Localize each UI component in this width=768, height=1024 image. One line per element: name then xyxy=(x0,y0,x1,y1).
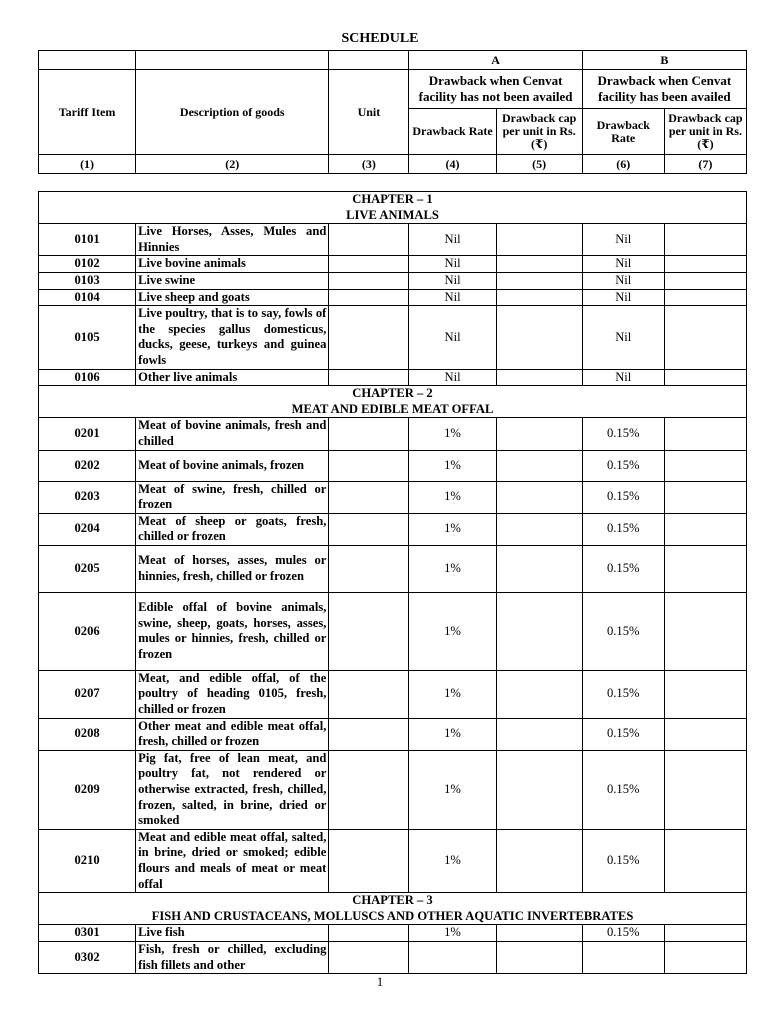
unit-cell xyxy=(329,750,409,829)
drawback-cap-b-header: Drawback cap per unit in Rs. (₹) xyxy=(664,109,746,155)
drawback-cap-b xyxy=(664,592,746,670)
chapter-heading-row xyxy=(39,893,747,925)
description-header: Description of goods xyxy=(136,70,329,155)
drawback-cap-a xyxy=(496,450,582,481)
table-row xyxy=(39,750,747,829)
tariff-item-code: 0204 xyxy=(39,513,136,545)
goods-description: Live fish xyxy=(136,925,329,942)
goods-description: Pig fat, free of lean meat, and poultry fat, not rendered or otherwise extracted, fresh, chilled, frozen, salted, in brine, dried or smoked xyxy=(136,750,329,829)
drawback-cap-b xyxy=(664,718,746,750)
drawback-cap-b xyxy=(664,750,746,829)
unit-cell xyxy=(329,289,409,306)
column-a-label: A xyxy=(409,51,582,70)
drawback-rate-a: 1% xyxy=(409,545,496,592)
table-row xyxy=(39,289,747,306)
group-b-header: Drawback when Cenvat facility has been availed xyxy=(582,70,746,109)
table-row xyxy=(39,670,747,718)
unit-cell xyxy=(329,450,409,481)
drawback-rate-a: Nil xyxy=(409,256,496,273)
drawback-rate-a: 1% xyxy=(409,925,496,942)
drawback-rate-b: Nil xyxy=(582,289,664,306)
drawback-cap-a xyxy=(496,925,582,942)
drawback-cap-b xyxy=(664,256,746,273)
drawback-rate-a: Nil xyxy=(409,289,496,306)
drawback-cap-a xyxy=(496,272,582,289)
drawback-rate-a: Nil xyxy=(409,369,496,386)
unit-cell xyxy=(329,418,409,450)
tariff-item-code: 0302 xyxy=(39,942,136,974)
page-number: 1 xyxy=(376,974,384,989)
drawback-rate-a xyxy=(409,942,496,974)
drawback-rate-b: Nil xyxy=(582,256,664,273)
drawback-rate-b: 0.15% xyxy=(582,513,664,545)
drawback-cap-a xyxy=(496,289,582,306)
unit-cell xyxy=(329,925,409,942)
unit-cell xyxy=(329,256,409,273)
drawback-cap-a xyxy=(496,545,582,592)
drawback-rate-b: 0.15% xyxy=(582,750,664,829)
drawback-rate-b-header: Drawback Rate xyxy=(582,109,664,155)
drawback-cap-a xyxy=(496,306,582,369)
table-row xyxy=(39,224,747,256)
table-row xyxy=(39,718,747,750)
goods-description: Live poultry, that is to say, fowls of the species gallus domesticus, ducks, geese, turkeys and guinea fowls xyxy=(136,306,329,369)
drawback-rate-b: 0.15% xyxy=(582,829,664,892)
table-row xyxy=(39,369,747,386)
chapter-heading-row xyxy=(39,192,747,224)
drawback-cap-b xyxy=(664,513,746,545)
drawback-cap-a xyxy=(496,369,582,386)
drawback-rate-b: Nil xyxy=(582,306,664,369)
unit-cell xyxy=(329,829,409,892)
unit-cell xyxy=(329,369,409,386)
goods-description: Meat, and edible offal, of the poultry of heading 0105, fresh, chilled or frozen xyxy=(136,670,329,718)
group-a-header: Drawback when Cenvat facility has not been availed xyxy=(409,70,582,109)
goods-description: Live swine xyxy=(136,272,329,289)
drawback-rate-a: 1% xyxy=(409,513,496,545)
drawback-cap-b xyxy=(664,450,746,481)
drawback-cap-b xyxy=(664,545,746,592)
drawback-rate-b: 0.15% xyxy=(582,670,664,718)
drawback-cap-a xyxy=(496,750,582,829)
drawback-cap-b xyxy=(664,481,746,513)
tariff-item-code: 0201 xyxy=(39,418,136,450)
goods-description: Meat and edible meat offal, salted, in brine, dried or smoked; edible flours and meals of meat or meat offal xyxy=(136,829,329,892)
tariff-item-code: 0208 xyxy=(39,718,136,750)
goods-description: Meat of horses, asses, mules or hinnies, fresh, chilled or frozen xyxy=(136,545,329,592)
column-number: (4) xyxy=(409,155,496,174)
tariff-item-header: Tariff Item xyxy=(39,70,136,155)
table-row xyxy=(39,925,747,942)
tariff-item-code: 0301 xyxy=(39,925,136,942)
drawback-cap-a xyxy=(496,513,582,545)
drawback-cap-b xyxy=(664,224,746,256)
drawback-rate-a: 1% xyxy=(409,481,496,513)
drawback-rate-b: 0.15% xyxy=(582,450,664,481)
drawback-cap-a-header: Drawback cap per unit in Rs. (₹) xyxy=(496,109,582,155)
drawback-cap-b xyxy=(664,418,746,450)
drawback-rate-a: 1% xyxy=(409,750,496,829)
unit-cell xyxy=(329,942,409,974)
drawback-cap-b xyxy=(664,289,746,306)
drawback-cap-a xyxy=(496,224,582,256)
chapter-number: CHAPTER – 1 xyxy=(352,192,433,206)
drawback-rate-b: 0.15% xyxy=(582,718,664,750)
table-row xyxy=(39,272,747,289)
drawback-cap-b xyxy=(664,925,746,942)
tariff-item-code: 0206 xyxy=(39,592,136,670)
drawback-cap-a xyxy=(496,718,582,750)
schedule-body-table xyxy=(38,191,747,974)
unit-cell xyxy=(329,545,409,592)
table-row xyxy=(39,942,747,974)
tariff-item-code: 0210 xyxy=(39,829,136,892)
drawback-rate-a-header: Drawback Rate xyxy=(409,109,496,155)
goods-description: Other meat and edible meat offal, fresh, chilled or frozen xyxy=(136,718,329,750)
table-row xyxy=(39,592,747,670)
tariff-item-code: 0202 xyxy=(39,450,136,481)
drawback-rate-a: Nil xyxy=(409,224,496,256)
tariff-item-code: 0106 xyxy=(39,369,136,386)
unit-cell xyxy=(329,272,409,289)
table-row xyxy=(39,450,747,481)
drawback-rate-a: 1% xyxy=(409,450,496,481)
column-b-label: B xyxy=(582,51,746,70)
chapter-number: CHAPTER – 2 xyxy=(352,386,433,401)
tariff-item-code: 0102 xyxy=(39,256,136,273)
drawback-cap-a xyxy=(496,256,582,273)
schedule-header-table xyxy=(38,50,747,174)
drawback-rate-b xyxy=(582,942,664,974)
unit-cell xyxy=(329,513,409,545)
goods-description: Live bovine animals xyxy=(136,256,329,273)
goods-description: Other live animals xyxy=(136,369,329,386)
drawback-rate-b: 0.15% xyxy=(582,925,664,942)
drawback-cap-a xyxy=(496,418,582,450)
drawback-cap-a xyxy=(496,592,582,670)
drawback-rate-b: 0.15% xyxy=(582,592,664,670)
drawback-rate-a: 1% xyxy=(409,418,496,450)
drawback-rate-b: 0.15% xyxy=(582,545,664,592)
table-row xyxy=(39,829,747,892)
goods-description: Meat of bovine animals, frozen xyxy=(136,450,329,481)
drawback-rate-b: Nil xyxy=(582,369,664,386)
drawback-rate-b: 0.15% xyxy=(582,418,664,450)
goods-description: Live sheep and goats xyxy=(136,289,329,306)
column-number: (3) xyxy=(329,155,409,174)
drawback-cap-b xyxy=(664,306,746,369)
unit-cell xyxy=(329,224,409,256)
column-number: (5) xyxy=(496,155,582,174)
tariff-item-code: 0209 xyxy=(39,750,136,829)
drawback-cap-b xyxy=(664,272,746,289)
goods-description: Fish, fresh or chilled, excluding fish fillets and other xyxy=(136,942,329,974)
goods-description: Edible offal of bovine animals, swine, sheep, goats, horses, asses, mules or hinnies, fresh, chilled or frozen xyxy=(136,592,329,670)
drawback-rate-a: 1% xyxy=(409,829,496,892)
unit-cell xyxy=(329,718,409,750)
drawback-cap-a xyxy=(496,829,582,892)
drawback-rate-a: 1% xyxy=(409,670,496,718)
drawback-rate-a: 1% xyxy=(409,592,496,670)
chapter-title: MEAT AND EDIBLE MEAT OFFAL xyxy=(291,401,494,416)
drawback-rate-b: 0.15% xyxy=(582,481,664,513)
table-row xyxy=(39,306,747,369)
tariff-item-code: 0105 xyxy=(39,306,136,369)
drawback-cap-a xyxy=(496,670,582,718)
table-row xyxy=(39,256,747,273)
drawback-cap-b xyxy=(664,829,746,892)
table-row xyxy=(39,481,747,513)
table-row xyxy=(39,513,747,545)
drawback-cap-a xyxy=(496,481,582,513)
column-number: (2) xyxy=(136,155,329,174)
drawback-cap-b xyxy=(664,670,746,718)
unit-cell xyxy=(329,306,409,369)
goods-description: Meat of swine, fresh, chilled or frozen xyxy=(136,481,329,513)
drawback-rate-a: Nil xyxy=(409,306,496,369)
tariff-item-code: 0203 xyxy=(39,481,136,513)
goods-description: Meat of bovine animals, fresh and chilled xyxy=(136,418,329,450)
chapter-title: FISH AND CRUSTACEANS, MOLLUSCS AND OTHER AQUATIC INVERTEBRATES xyxy=(151,908,634,923)
column-number: (1) xyxy=(39,155,136,174)
table-row xyxy=(39,418,747,450)
tariff-item-code: 0205 xyxy=(39,545,136,592)
schedule-title: SCHEDULE xyxy=(341,31,419,46)
tariff-item-code: 0104 xyxy=(39,289,136,306)
drawback-cap-b xyxy=(664,942,746,974)
unit-header: Unit xyxy=(329,70,409,155)
unit-cell xyxy=(329,592,409,670)
table-row xyxy=(39,545,747,592)
chapter-number: CHAPTER – 3 xyxy=(352,893,433,908)
unit-cell xyxy=(329,481,409,513)
drawback-rate-a: 1% xyxy=(409,718,496,750)
goods-description: Meat of sheep or goats, fresh, chilled or frozen xyxy=(136,513,329,545)
tariff-item-code: 0103 xyxy=(39,272,136,289)
drawback-rate-a: Nil xyxy=(409,272,496,289)
drawback-rate-b: Nil xyxy=(582,272,664,289)
column-number: (7) xyxy=(664,155,746,174)
unit-cell xyxy=(329,670,409,718)
chapter-title: LIVE ANIMALS xyxy=(346,207,439,222)
tariff-item-code: 0207 xyxy=(39,670,136,718)
drawback-cap-b xyxy=(664,369,746,386)
column-number: (6) xyxy=(582,155,664,174)
tariff-item-code: 0101 xyxy=(39,224,136,256)
goods-description: Live Horses, Asses, Mules and Hinnies xyxy=(136,224,329,256)
drawback-rate-b: Nil xyxy=(582,224,664,256)
drawback-cap-a xyxy=(496,942,582,974)
chapter-heading-row xyxy=(39,386,747,418)
